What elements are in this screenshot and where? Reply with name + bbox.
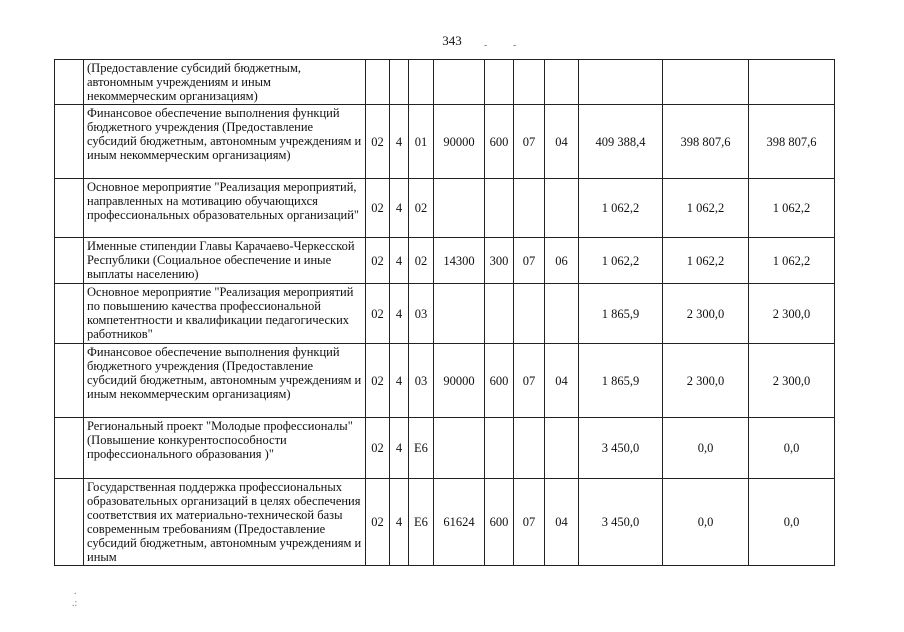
amount-year-1-cell: 1 865,9: [579, 284, 663, 344]
amount-year-2-cell: 1 062,2: [663, 179, 749, 238]
amount-year-2-cell: 0,0: [663, 418, 749, 479]
code-program-cell: [366, 60, 390, 105]
code-section-cell: 07: [514, 105, 545, 179]
amount-year-3-cell: 0,0: [749, 418, 835, 479]
code-direction-cell: [434, 60, 485, 105]
code-direction-cell: [434, 284, 485, 344]
code-expense-type-cell: 300: [485, 238, 514, 284]
code-subprogram-cell: 4: [390, 418, 409, 479]
code-expense-type-cell: [485, 179, 514, 238]
code-direction-cell: 61624: [434, 479, 485, 566]
amount-year-3-cell: 2 300,0: [749, 344, 835, 418]
row-index-cell: [55, 479, 84, 566]
code-activity-cell: 02: [409, 179, 434, 238]
code-section-cell: 07: [514, 344, 545, 418]
amount-year-2-cell: 2 300,0: [663, 284, 749, 344]
description-cell: (Предоставление субсидий бюджетным, автономным учреждениям и иным некоммерческим организациям): [84, 60, 366, 105]
description-cell: Финансовое обеспечение выполнения функций бюджетного учреждения (Предоставление субсидий бюджетным, автономным учреждениям и иным некоммерческим организациям): [84, 105, 366, 179]
code-activity-cell: Е6: [409, 418, 434, 479]
code-program-cell: 02: [366, 479, 390, 566]
amount-year-3-cell: 0,0: [749, 479, 835, 566]
code-direction-cell: 90000: [434, 105, 485, 179]
code-subprogram-cell: 4: [390, 479, 409, 566]
code-activity-cell: Е6: [409, 479, 434, 566]
code-subsection-cell: 04: [545, 479, 579, 566]
description-cell: Основное мероприятие "Реализация мероприятий, направленных на мотивацию обучающихся профессиональных образовательных организаций": [84, 179, 366, 238]
amount-year-1-cell: [579, 60, 663, 105]
amount-year-1-cell: 1 062,2: [579, 238, 663, 284]
code-activity-cell: [409, 60, 434, 105]
code-direction-cell: [434, 179, 485, 238]
code-subprogram-cell: 4: [390, 179, 409, 238]
amount-year-1-cell: 3 450,0: [579, 479, 663, 566]
row-index-cell: [55, 284, 84, 344]
code-subsection-cell: 04: [545, 344, 579, 418]
scan-speck: -: [484, 40, 488, 51]
code-subprogram-cell: 4: [390, 284, 409, 344]
code-direction-cell: 14300: [434, 238, 485, 284]
amount-year-2-cell: 0,0: [663, 479, 749, 566]
code-subprogram-cell: [390, 60, 409, 105]
amount-year-1-cell: 1 865,9: [579, 344, 663, 418]
amount-year-2-cell: [663, 60, 749, 105]
row-index-cell: [55, 238, 84, 284]
amount-year-2-cell: 1 062,2: [663, 238, 749, 284]
table-row: [55, 238, 835, 284]
code-section-cell: [514, 179, 545, 238]
budget-table: [54, 59, 835, 566]
code-activity-cell: 03: [409, 284, 434, 344]
code-subsection-cell: 06: [545, 238, 579, 284]
code-subprogram-cell: 4: [390, 344, 409, 418]
row-index-cell: [55, 418, 84, 479]
amount-year-3-cell: 2 300,0: [749, 284, 835, 344]
description-cell: Основное мероприятие "Реализация мероприятий по повышению качества профессиональной компетентности и квалификации педагогических работников": [84, 284, 366, 344]
description-cell: Именные стипендии Главы Карачаево-Черкесской Республики (Социальное обеспечение и иные выплаты населению): [84, 238, 366, 284]
code-expense-type-cell: [485, 284, 514, 344]
code-subsection-cell: 04: [545, 105, 579, 179]
amount-year-2-cell: 398 807,6: [663, 105, 749, 179]
amount-year-1-cell: 1 062,2: [579, 179, 663, 238]
code-activity-cell: 03: [409, 344, 434, 418]
table-row: [55, 418, 835, 479]
table-row: [55, 179, 835, 238]
code-direction-cell: 90000: [434, 344, 485, 418]
amount-year-3-cell: 398 807,6: [749, 105, 835, 179]
code-program-cell: 02: [366, 105, 390, 179]
code-subsection-cell: [545, 60, 579, 105]
code-program-cell: 02: [366, 179, 390, 238]
code-program-cell: 02: [366, 344, 390, 418]
scan-speck: -: [513, 40, 517, 51]
table-row: [55, 105, 835, 179]
code-activity-cell: 02: [409, 238, 434, 284]
amount-year-3-cell: [749, 60, 835, 105]
amount-year-1-cell: 409 388,4: [579, 105, 663, 179]
code-expense-type-cell: [485, 60, 514, 105]
row-index-cell: [55, 179, 84, 238]
code-subsection-cell: [545, 179, 579, 238]
code-section-cell: 07: [514, 479, 545, 566]
scan-speck: .:: [72, 598, 78, 609]
code-direction-cell: [434, 418, 485, 479]
code-program-cell: 02: [366, 238, 390, 284]
code-subprogram-cell: 4: [390, 238, 409, 284]
code-program-cell: 02: [366, 284, 390, 344]
code-section-cell: 07: [514, 238, 545, 284]
row-index-cell: [55, 105, 84, 179]
page-number: 343: [442, 33, 462, 48]
table-row: [55, 344, 835, 418]
code-section-cell: [514, 418, 545, 479]
row-index-cell: [55, 344, 84, 418]
code-program-cell: 02: [366, 418, 390, 479]
code-expense-type-cell: 600: [485, 479, 514, 566]
code-section-cell: [514, 60, 545, 105]
code-subsection-cell: [545, 418, 579, 479]
description-cell: Государственная поддержка профессиональных образовательных организаций в целях обеспечения соответствия их материально-технической базы современным требованиям (Предоставление субсидий бюджетным, автономным учреждениям и иным: [84, 479, 366, 566]
description-cell: Региональный проект "Молодые профессионалы" (Повышение конкурентоспособности профессионального образования )": [84, 418, 366, 479]
code-subprogram-cell: 4: [390, 105, 409, 179]
row-index-cell: [55, 60, 84, 105]
amount-year-2-cell: 2 300,0: [663, 344, 749, 418]
amount-year-3-cell: 1 062,2: [749, 238, 835, 284]
code-expense-type-cell: 600: [485, 105, 514, 179]
code-subsection-cell: [545, 284, 579, 344]
scan-speck: .: [74, 586, 77, 597]
code-expense-type-cell: 600: [485, 344, 514, 418]
amount-year-3-cell: 1 062,2: [749, 179, 835, 238]
description-cell: Финансовое обеспечение выполнения функций бюджетного учреждения (Предоставление субсидий бюджетным, автономным учреждениям и иным некоммерческим организациям): [84, 344, 366, 418]
table-row: [55, 60, 835, 105]
table-row: [55, 284, 835, 344]
code-expense-type-cell: [485, 418, 514, 479]
code-activity-cell: 01: [409, 105, 434, 179]
code-section-cell: [514, 284, 545, 344]
table-row: [55, 479, 835, 566]
amount-year-1-cell: 3 450,0: [579, 418, 663, 479]
